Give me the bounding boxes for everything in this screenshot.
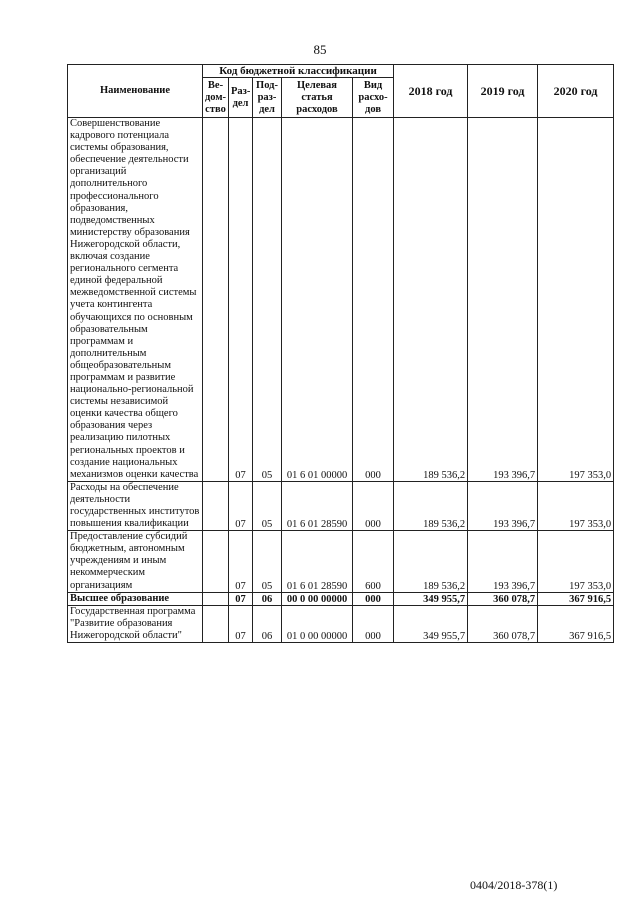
row-2018: 189 536,2 <box>394 481 468 530</box>
row-razdel: 07 <box>229 481 253 530</box>
row-2020: 197 353,0 <box>538 118 614 482</box>
row-vid: 600 <box>353 531 394 592</box>
row-2018: 349 955,7 <box>394 605 468 642</box>
row-2019: 360 078,7 <box>468 592 538 605</box>
row-podrazdel: 06 <box>253 605 282 642</box>
row-name: Государственная программа "Развитие образования Нижегородской области" <box>68 605 203 642</box>
row-name: Совершенствование кадрового потенциала системы образования, обеспечение деятельности организаций дополнительного профессионального образования, подведомственных министерству образования Нижегородской области, включая создание регионального сегмента единой федеральной межведомственной системы учета контингента обучающихся по основным образовательным программам и дополнительным общеобразовательным программам и развитие национально-региональной системы независимой оценки качества общего образования через реализацию пилотных региональных проектов и создание национальных механизмов оценки качества <box>68 118 203 482</box>
row-podrazdel: 05 <box>253 531 282 592</box>
page-number: 85 <box>313 42 327 57</box>
header-code-group: Код бюджетной классификации <box>203 65 394 78</box>
table-row <box>68 605 614 642</box>
row-2018: 189 536,2 <box>394 118 468 482</box>
header-razdel: Раз-дел <box>229 78 253 118</box>
row-2019: 193 396,7 <box>468 531 538 592</box>
row-vid: 000 <box>353 118 394 482</box>
row-tselevaya: 01 0 00 00000 <box>282 605 353 642</box>
header-vedomstvo: Ве-дом-ство <box>203 78 229 118</box>
table-row <box>68 531 614 592</box>
row-2020: 367 916,5 <box>538 605 614 642</box>
row-2018: 349 955,7 <box>394 592 468 605</box>
budget-table <box>67 64 614 643</box>
table-row <box>68 481 614 530</box>
row-name: Расходы на обеспечение деятельности государственных институтов повышения квалификации <box>68 481 203 530</box>
row-name: Высшее образование <box>68 592 203 605</box>
row-2020: 367 916,5 <box>538 592 614 605</box>
table-row <box>68 118 614 482</box>
header-2019: 2019 год <box>468 65 538 118</box>
row-podrazdel: 05 <box>253 118 282 482</box>
row-tselevaya: 01 6 01 00000 <box>282 118 353 482</box>
row-tselevaya: 00 0 00 00000 <box>282 592 353 605</box>
row-2018: 189 536,2 <box>394 531 468 592</box>
row-tselevaya: 01 6 01 28590 <box>282 481 353 530</box>
row-ved <box>203 481 229 530</box>
header-podrazdel: Под-раз-дел <box>253 78 282 118</box>
row-name: Предоставление субсидий бюджетным, автономным учреждениям и иным некоммерческим организациям <box>68 531 203 592</box>
header-2018: 2018 год <box>394 65 468 118</box>
row-2019: 193 396,7 <box>468 481 538 530</box>
document-code: 0404/2018-378(1) <box>470 878 558 892</box>
row-ved <box>203 118 229 482</box>
row-ved <box>203 592 229 605</box>
row-razdel: 07 <box>229 531 253 592</box>
header-tselevaya: Целевая статья расходов <box>282 78 353 118</box>
row-razdel: 07 <box>229 605 253 642</box>
row-podrazdel: 05 <box>253 481 282 530</box>
row-2019: 193 396,7 <box>468 118 538 482</box>
table-row-bold <box>68 592 614 605</box>
row-ved <box>203 531 229 592</box>
row-vid: 000 <box>353 605 394 642</box>
row-razdel: 07 <box>229 118 253 482</box>
header-2020: 2020 год <box>538 65 614 118</box>
row-ved <box>203 605 229 642</box>
header-vid: Вид расхо-дов <box>353 78 394 118</box>
row-vid: 000 <box>353 481 394 530</box>
row-razdel: 07 <box>229 592 253 605</box>
row-vid: 000 <box>353 592 394 605</box>
row-2020: 197 353,0 <box>538 481 614 530</box>
row-tselevaya: 01 6 01 28590 <box>282 531 353 592</box>
row-podrazdel: 06 <box>253 592 282 605</box>
header-name: Наименование <box>68 65 203 118</box>
row-2019: 360 078,7 <box>468 605 538 642</box>
row-2020: 197 353,0 <box>538 531 614 592</box>
